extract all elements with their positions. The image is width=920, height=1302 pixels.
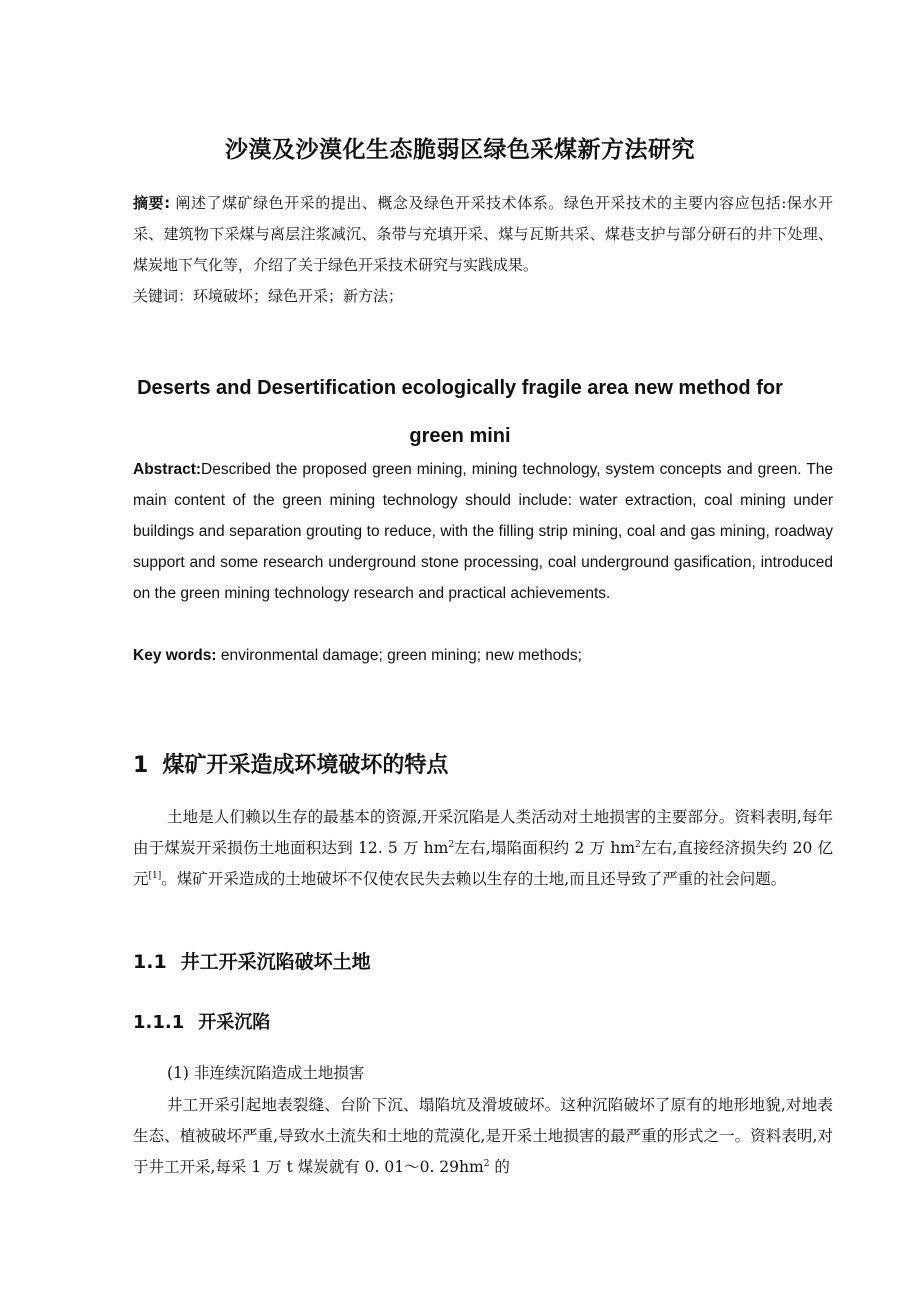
- section-title: 开采沉陷: [198, 1012, 271, 1033]
- title-english-line1: Deserts and Desertification ecologically fragile area new method for: [137, 377, 783, 399]
- abstract-label-english: Abstract:: [133, 461, 202, 478]
- abstract-text-chinese: 阐述了煤矿绿色开采的提出、概念及绿色开采技术体系。绿色开采技术的主要内容应包括:保水开采、建筑物下采煤与离层注浆减沉、条带与充填开采、煤与瓦斯共采、煤巷支护与部分研石的井下处理、煤炭地下气化等，介绍了关于绿色开采技术研究与实践成果。: [133, 194, 834, 274]
- paper-title-english: [0, 364, 920, 460]
- para-text: 。煤矿开采造成的土地破坏不仅使农民失去赖以生存的土地,而且还导致了严重的社会问题。: [161, 870, 787, 888]
- section-heading-1: [133, 748, 448, 779]
- paper-title-chinese: 沙漠及沙漠化生态脆弱区绿色采煤新方法研究: [225, 137, 695, 163]
- section1-paragraph: [133, 802, 833, 895]
- section-heading-1-1-1: [133, 1008, 270, 1034]
- superscript: 2: [483, 1158, 490, 1169]
- citation-reference: [1]: [148, 870, 162, 881]
- section-number: 1: [133, 753, 149, 778]
- section-title: 井工开采沉陷破坏土地: [180, 951, 371, 973]
- section1-1-1-paragraph: [133, 1090, 833, 1183]
- list-item-1: (1) 非连续沉陷造成土地损害: [167, 1064, 365, 1082]
- superscript: 2: [635, 839, 641, 850]
- keywords-english: [133, 640, 833, 671]
- abstract-english: [133, 454, 833, 609]
- para-text: 左右,直接经济损失约 20 亿元: [133, 839, 833, 888]
- para-text: 井工开采引起地表裂缝、台阶下沉、塌陷坑及滑坡破坏。这种沉陷破坏了原有的地形地貌,对地表生态、植被破坏严重,导致水土流失和土地的荒漠化,是开采土地损害的最严重的形式之一。资料表明,对于井工开采,每采 1 万 t 煤炭就有 0. 01～0. 29hm: [133, 1096, 833, 1176]
- abstract-chinese: [133, 188, 833, 281]
- abstract-text-english: Described the proposed green mining, mining technology, system concepts and green. The main content of the green mining technology should include: water extraction, coal mining under buildings and separation grouting to reduce, with the filling strip mining, coal and gas mining, roadway support and some research underground stone processing, coal underground gasification, introduced on the green mining technology research and practical achievements.: [133, 461, 833, 602]
- section-heading-1-1: [133, 947, 371, 974]
- para-text: 左右,塌陷面积约 2 万 hm: [454, 839, 636, 857]
- abstract-label-chinese: 摘要:: [133, 194, 171, 212]
- section-number: 1.1.1: [133, 1012, 185, 1033]
- section-number: 1.1: [133, 951, 167, 973]
- para-text: 的: [489, 1158, 510, 1176]
- keywords-label-english: Key words:: [133, 647, 217, 664]
- keywords-text-english: environmental damage; green mining; new methods;: [216, 647, 582, 664]
- superscript: 2: [448, 839, 455, 850]
- para-text: 土地是人们赖以生存的最基本的资源,开采沉陷是人类活动对土地损害的主要部分。资料表明,每年由于煤炭开采损伤土地面积达到 12. 5 万 hm: [133, 808, 833, 857]
- section-title: 煤矿开采造成环境破坏的特点: [162, 753, 449, 778]
- keywords-chinese: 关键词：环境破坏；绿色开采；新方法；: [133, 287, 404, 305]
- title-english-line2: green mini: [409, 425, 511, 447]
